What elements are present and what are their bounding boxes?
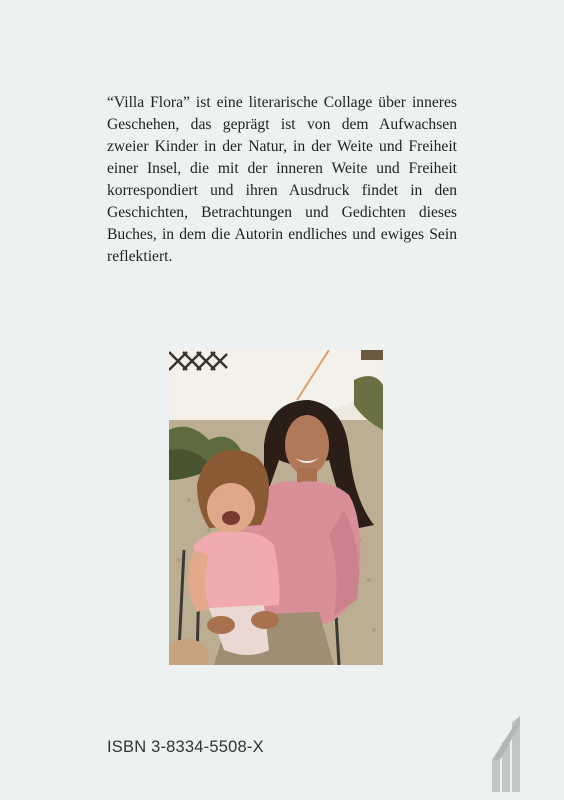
cover-photo [169, 350, 383, 665]
publisher-logo-icon [488, 716, 522, 792]
isbn-number: ISBN 3-8334-5508-X [107, 738, 264, 756]
blurb-text: “Villa Flora” ist eine literarische Collage über inneres Geschehen, das geprägt ist von dem Aufwachsen zweier Kinder in der Natur, in der Weite und Freiheit einer Insel, die mit der inneren Weite und Freiheit korrespondiert und ihren Ausdruck findet in den Geschichten, Betrachtungen und Gedichten dieses Buches, in dem die Autorin endliches und ewiges Sein reflektiert. [107, 94, 457, 265]
